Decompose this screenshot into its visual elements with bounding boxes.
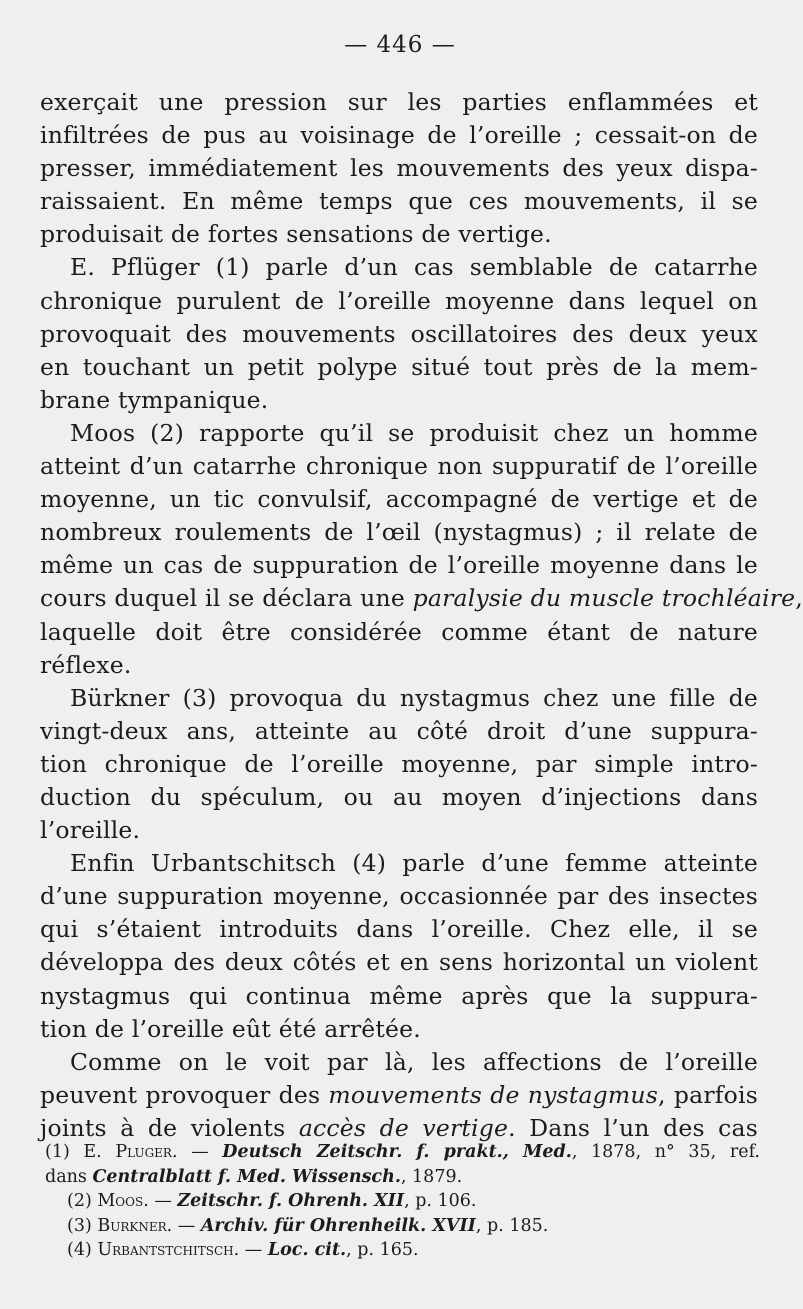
text-line (40, 847, 758, 880)
text-segment: dans (45, 1166, 93, 1187)
text-line (40, 384, 758, 417)
text-segment: en touchant un petit polype situé tout près de la mem- (40, 352, 758, 381)
text-line (40, 649, 758, 682)
footnote-text (45, 1140, 760, 1165)
text-line (40, 1046, 758, 1079)
text-segment: duction du spéculum, ou au moyen d’injections dans (40, 782, 758, 811)
text-line (40, 218, 758, 251)
text-segment: provoquait des mouvements oscillatoires des deux yeux (40, 319, 758, 348)
text-line (40, 616, 758, 649)
text-segment: . — (143, 1191, 178, 1211)
body-text (40, 86, 803, 1145)
footnote-line (45, 1238, 760, 1263)
text-segment: produisait de fortes sensations de vertige. (40, 220, 552, 249)
text-segment: peuvent provoquer des (40, 1080, 329, 1109)
text-segment: Moos (2) rapporte qu’il se produisit chez un homme (70, 418, 758, 447)
text-line (40, 417, 758, 450)
text-segment: (3) (67, 1215, 98, 1236)
text-line (40, 251, 758, 284)
text-segment: l’oreille. (40, 816, 141, 845)
text-line (40, 549, 758, 582)
text-segment: cours duquel il se déclara une (40, 584, 413, 613)
text-segment: (1) E. (45, 1142, 116, 1162)
text-segment: Bürkner (3) provoqua du nystagmus chez une fille de (70, 683, 758, 712)
text-segment: . — (171, 1142, 223, 1162)
text-line (40, 748, 758, 781)
text-segment: , p. 106. (404, 1191, 477, 1211)
text-segment: E. Pflüger (1) parle d’un cas semblable de catarrhe (70, 253, 758, 282)
text-line (40, 318, 758, 351)
text-line (40, 946, 758, 979)
italic-text: Loc. cit. (267, 1240, 347, 1260)
text-segment: joints à de violents (40, 1113, 299, 1142)
text-segment: brane tympanique. (40, 385, 269, 414)
text-segment: (4) (67, 1240, 98, 1260)
text-segment: presser, immédiatement les mouvements des yeux dispa- (40, 154, 758, 183)
text-line (40, 880, 758, 913)
text-line (40, 781, 758, 814)
text-line (40, 516, 758, 549)
text-line (40, 582, 803, 615)
text-segment: vingt-deux ans, atteinte au côté droit d’une suppura- (40, 716, 758, 745)
text-line (40, 913, 758, 946)
text-segment: , p. 185. (475, 1215, 549, 1236)
text-segment: Comme on le voit par là, les affections de l’oreille (70, 1047, 758, 1076)
text-segment: Enfin Urbantschitsch (4) parle d’une femme atteinte (70, 849, 758, 878)
text-segment: nystagmus qui continua même après que la suppura- (40, 981, 758, 1010)
footnote-line (45, 1165, 760, 1190)
text-line (40, 715, 758, 748)
text-line (40, 351, 758, 384)
author-name: Pluger (115, 1142, 172, 1162)
author-name: Burkner (97, 1215, 167, 1236)
text-segment: . — (166, 1215, 201, 1236)
footnotes (45, 1140, 760, 1263)
text-line (40, 483, 758, 516)
text-line (40, 814, 758, 847)
text-segment: atteint d’un catarrhe chronique non suppuratif de l’oreille (40, 452, 758, 481)
text-line (40, 1079, 758, 1112)
text-segment: tion chronique de l’oreille moyenne, par simple intro- (40, 749, 758, 778)
italic-text: Deutsch Zeitschr. f. prakt., Med. (222, 1142, 572, 1162)
text-segment: raissaient. En même temps que ces mouvements, il se (40, 187, 758, 216)
text-line (40, 285, 758, 318)
author-name: Moos (97, 1191, 144, 1211)
text-segment: , 1878, n° 35, ref. (571, 1142, 760, 1162)
footnote-line (45, 1140, 760, 1165)
text-segment: , (795, 584, 803, 613)
text-segment: d’une suppuration moyenne, occasionnée par des insectes (40, 882, 758, 911)
text-segment: infiltrées de pus au voisinage de l’oreille ; cessait-on de (40, 121, 758, 150)
text-segment: tion de l’oreille eût été arrêtée. (40, 1014, 421, 1043)
text-segment: développa des deux côtés et en sens horizontal un violent (40, 948, 758, 977)
text-segment: . Dans l’un des cas (508, 1113, 758, 1142)
text-segment: (2) (67, 1191, 98, 1211)
italic-text: Archiv. für Ohrenheilk. XVII (200, 1215, 476, 1236)
text-segment: , 1879. (400, 1166, 463, 1187)
text-line (40, 86, 758, 119)
italic-text: Zeitschr. f. Ohrenh. XII (177, 1191, 405, 1211)
italic-text: mouvements de nystagmus (328, 1080, 658, 1109)
text-segment: même un cas de suppuration de l’oreille moyenne dans le (40, 551, 758, 580)
italic-text: paralysie du muscle trochléaire (412, 584, 796, 613)
text-segment: réflexe. (40, 650, 132, 679)
text-line (40, 119, 758, 152)
text-segment: , p. 165. (346, 1240, 419, 1260)
text-line (40, 980, 758, 1013)
italic-text: accès de vertige (298, 1113, 509, 1142)
page-number: — 446 — (344, 32, 456, 58)
text-line (40, 1013, 758, 1046)
text-segment: laquelle doit être considérée comme étant de nature (40, 617, 758, 646)
text-line (40, 185, 758, 218)
footnote-line (45, 1214, 760, 1239)
text-line (40, 682, 758, 715)
text-segment: qui s’étaient introduits dans l’oreille. Chez elle, il se (40, 915, 758, 944)
footnote-line (45, 1189, 760, 1214)
text-segment: . — (233, 1240, 268, 1260)
text-line (40, 152, 758, 185)
text-segment: chronique purulent de l’oreille moyenne dans lequel on (40, 286, 758, 315)
text-segment: , parfois (658, 1080, 758, 1109)
text-segment: nombreux roulements de l’œil (nystagmus) ; il relate de (40, 518, 758, 547)
text-line (40, 450, 758, 483)
text-segment: moyenne, un tic convulsif, accompagné de vertige et de (40, 485, 758, 514)
italic-text: Centralblatt f. Med. Wissensch. (92, 1166, 401, 1187)
author-name: Urbantstchitsch (97, 1240, 234, 1260)
text-segment: exerçait une pression sur les parties enflammées et (40, 88, 758, 116)
